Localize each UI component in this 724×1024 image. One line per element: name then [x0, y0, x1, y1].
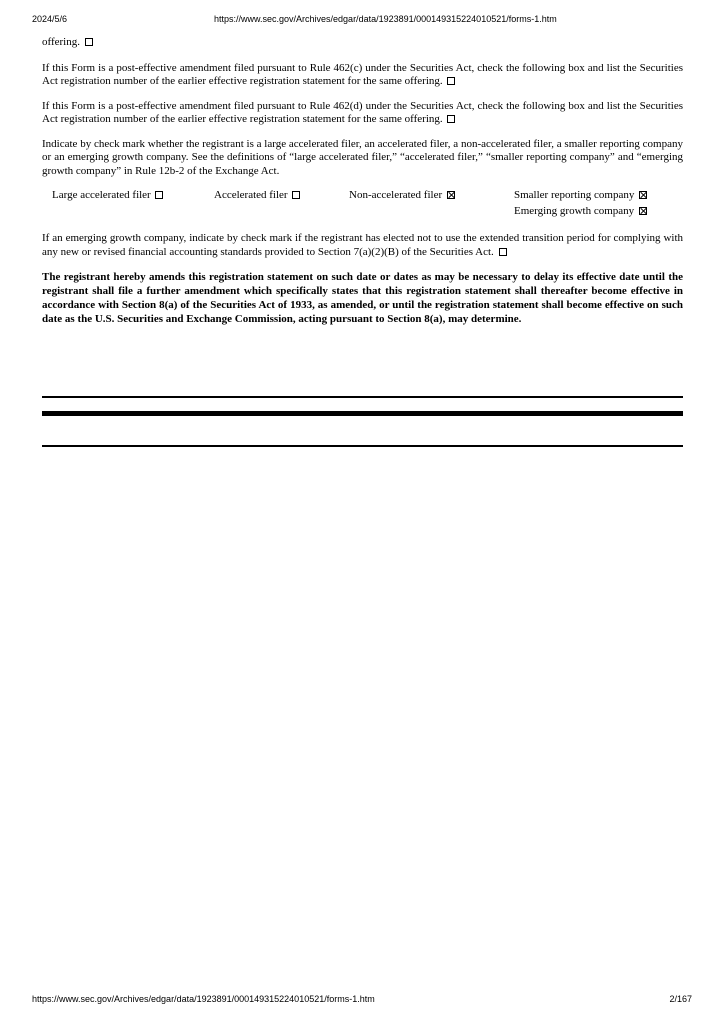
non-accelerated-filer-label: Non-accelerated filer [349, 189, 443, 201]
offering-checkbox-icon [85, 38, 93, 46]
filer-status-table [42, 189, 683, 223]
rule-462c-text: If this Form is a post-effective amendment filed pursuant to Rule 462(c) under the Securities Act, check the following box and list the Securities Act registration number of the earlier effective registration statement for the same offering. [42, 61, 683, 87]
large-accelerated-filer-label: Large accelerated filer [52, 189, 151, 201]
transition-period-checkbox-icon [499, 248, 507, 256]
page-number: 2/167 [669, 994, 692, 1004]
delaying-amendment-paragraph: The registrant hereby amends this registration statement on such date or dates as may be necessary to delay its effective date until the registrant shall file a further amendment which specifically states that this registration statement shall thereafter become effective in accordance with Section 8(a) of the Securities Act of 1933, as amended, or until the registration statement shall become effective on such date as the U.S. Securities and Exchange Commission, acting pursuant to Section 8(a), may determine. [42, 271, 683, 325]
rule-462d-paragraph [42, 100, 683, 127]
offering-text: offering. [42, 36, 80, 48]
rule-462c-checkbox-icon [447, 77, 455, 85]
emerging-growth-company [514, 205, 647, 219]
transition-period-paragraph [42, 232, 683, 259]
smaller-reporting-company [514, 189, 647, 203]
rule-462d-text: If this Form is a post-effective amendment filed pursuant to Rule 462(d) under the Securities Act, check the following box and list the Securities Act registration number of the earlier effective registration statement for the same offering. [42, 99, 683, 125]
print-footer [32, 994, 692, 1008]
divider-line [42, 445, 683, 447]
accelerated-filer [214, 189, 300, 203]
footer-url: https://www.sec.gov/Archives/edgar/data/1923891/000149315224010521/forms-1.htm [32, 994, 375, 1004]
accelerated-checkbox-icon [292, 191, 300, 199]
document-body [42, 36, 683, 326]
divider-line [42, 396, 683, 398]
filer-indication-paragraph: Indicate by check mark whether the registrant is a large accelerated filer, an accelerated filer, a non-accelerated filer, a smaller reporting company or an emerging growth company. See the definitions of “large accelerated filer,” “accelerated filer,” “smaller reporting company” and “emerging growth company” in Rule 12b-2 of the Exchange Act. [42, 137, 683, 177]
large-accelerated-checkbox-icon [155, 191, 163, 199]
divider-line-thick [42, 411, 683, 416]
offering-paragraph [42, 36, 683, 50]
rule-462d-checkbox-icon [447, 115, 455, 123]
print-header [32, 14, 692, 28]
large-accelerated-filer [52, 189, 163, 203]
non-accelerated-checkbox-icon [447, 191, 455, 199]
accelerated-filer-label: Accelerated filer [214, 189, 288, 201]
print-url: https://www.sec.gov/Archives/edgar/data/1923891/000149315224010521/forms-1.htm [214, 14, 557, 24]
smaller-reporting-company-label: Smaller reporting company [514, 189, 635, 201]
emerging-growth-company-label: Emerging growth company [514, 205, 635, 217]
print-date: 2024/5/6 [32, 14, 68, 24]
rule-462c-paragraph [42, 62, 683, 89]
transition-period-text: If an emerging growth company, indicate by check mark if the registrant has elected not to use the extended transition period for complying with any new or revised financial accounting standards provided to Section 7(a)(2)(B) of the Securities Act. [42, 232, 683, 258]
emerging-growth-checkbox-icon [639, 207, 647, 215]
non-accelerated-filer [349, 189, 455, 203]
smaller-reporting-checkbox-icon [639, 191, 647, 199]
